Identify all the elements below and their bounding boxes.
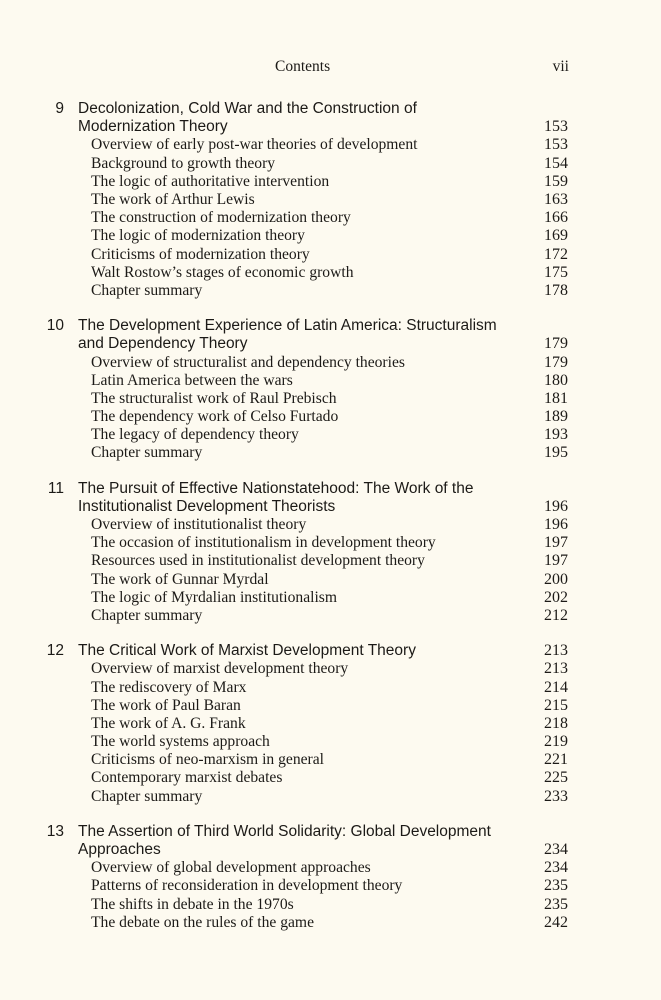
chapter-block: [0, 100, 661, 300]
toc-entry[interactable]: [0, 660, 661, 678]
toc-entry-page: 235: [544, 895, 568, 913]
toc-entry-page: 234: [544, 859, 568, 877]
toc-entry-page: 153: [544, 136, 568, 154]
toc-entry[interactable]: [0, 896, 661, 914]
toc-entry-title: The construction of modernization theory: [91, 209, 351, 227]
toc-entry-title: The legacy of dependency theory: [91, 426, 299, 444]
toc-entry-title: The logic of Myrdalian institutionalism: [91, 588, 337, 606]
toc-entry[interactable]: [0, 155, 661, 173]
toc-entry[interactable]: [0, 354, 661, 372]
toc-entry-title: Patterns of reconsideration in development theory: [91, 877, 403, 895]
chapter-block: [0, 317, 661, 463]
toc-entry-page: 235: [544, 877, 568, 895]
chapter-title: The Pursuit of Effective Nationstatehood: The Work of the Institutionalist Development Theorists: [78, 479, 474, 515]
toc-entry-page: 214: [544, 678, 568, 696]
chapter-page-number: 179: [544, 335, 568, 353]
toc-entry-title: The occasion of institutionalism in development theory: [91, 534, 436, 552]
chapter-block: [0, 480, 661, 626]
toc-entry[interactable]: [0, 246, 661, 264]
chapter-number: 9: [55, 100, 64, 117]
toc-entry[interactable]: [0, 390, 661, 408]
toc-entry-title: Contemporary marxist debates: [91, 769, 283, 787]
toc-entry[interactable]: [0, 697, 661, 715]
chapter-heading[interactable]: [0, 642, 661, 660]
toc-entry-page: 178: [544, 281, 568, 299]
page-folio: vii: [552, 58, 569, 75]
toc-entry[interactable]: [0, 426, 661, 444]
toc-entry-title: Chapter summary: [91, 787, 203, 805]
toc-entry-page: 202: [544, 588, 568, 606]
toc-entry-page: 197: [544, 552, 568, 570]
chapter-heading[interactable]: [0, 480, 661, 516]
toc-entry[interactable]: [0, 209, 661, 227]
chapter-block: [0, 823, 661, 932]
toc-entry-title: The logic of modernization theory: [91, 227, 305, 245]
toc-entry-title: Overview of global development approaches: [91, 859, 371, 877]
toc-entry[interactable]: [0, 227, 661, 245]
toc-entry[interactable]: [0, 552, 661, 570]
toc-entry-title: The debate on the rules of the game: [91, 913, 314, 931]
chapter-number: 13: [46, 822, 64, 840]
toc-entry-title: The world systems approach: [91, 733, 270, 751]
toc-entry[interactable]: [0, 444, 661, 462]
running-head: [0, 58, 661, 80]
toc-entry[interactable]: [0, 589, 661, 607]
toc-entry[interactable]: [0, 372, 661, 390]
toc-entry-page: 197: [544, 534, 568, 552]
toc-entry-title: The structuralist work of Raul Prebisch: [91, 389, 337, 407]
toc-entry-page: 181: [544, 389, 568, 407]
chapter-title: Decolonization, Cold War and the Construction of Modernization Theory: [78, 100, 417, 136]
toc-entry-title: The logic of authoritative intervention: [91, 172, 330, 190]
toc-entry[interactable]: [0, 679, 661, 697]
toc-entry-title: Chapter summary: [91, 606, 203, 624]
toc-entry-title: Resources used in institutionalist development theory: [91, 552, 425, 570]
toc-entry-title: Chapter summary: [91, 444, 203, 462]
toc-entry-title: Criticisms of modernization theory: [91, 245, 310, 263]
toc-entry[interactable]: [0, 571, 661, 589]
toc-entry-page: 193: [544, 426, 568, 444]
chapter-heading[interactable]: [0, 317, 661, 353]
toc-entry[interactable]: [0, 282, 661, 300]
toc-entry-page: 172: [544, 245, 568, 263]
toc-entry-page: 215: [544, 696, 568, 714]
toc-entry[interactable]: [0, 264, 661, 282]
chapter-number: 10: [46, 317, 64, 335]
chapter-block: [0, 642, 661, 806]
toc-entry-title: Overview of institutionalist theory: [91, 516, 307, 534]
toc-entry-page: 169: [544, 227, 568, 245]
chapter-number: 12: [46, 642, 64, 660]
toc-entry[interactable]: [0, 516, 661, 534]
toc-entry-title: The dependency work of Celso Furtado: [91, 408, 339, 426]
toc-entry-page: 175: [544, 263, 568, 281]
toc-entry[interactable]: [0, 715, 661, 733]
toc-entry-title: The work of Paul Baran: [91, 696, 241, 714]
toc-entry-page: 233: [544, 787, 568, 805]
chapter-title: The Critical Work of Marxist Development Theory: [78, 642, 416, 660]
toc-entry-title: The work of Gunnar Myrdal: [91, 570, 269, 588]
toc-entry-page: 196: [544, 516, 568, 534]
toc-entry-title: The work of A. G. Frank: [91, 714, 246, 732]
toc-entry-page: 154: [544, 154, 568, 172]
chapter-title: The Development Experience of Latin America: Structuralism and Dependency Theory: [78, 317, 497, 353]
toc-entry-title: Criticisms of neo-marxism in general: [91, 751, 324, 769]
toc-entry-title: Background to growth theory: [91, 154, 276, 172]
toc-entry[interactable]: [0, 136, 661, 154]
toc-entry-title: Chapter summary: [91, 281, 203, 299]
chapter-title: The Assertion of Third World Solidarity: Global Development Approaches: [78, 822, 491, 859]
toc-entry[interactable]: [0, 408, 661, 426]
toc-entry-page: 200: [544, 570, 568, 588]
toc-entry[interactable]: [0, 534, 661, 552]
toc-entry-page: 218: [544, 714, 568, 732]
toc-entry-page: 180: [544, 371, 568, 389]
toc-entry-title: Overview of structuralist and dependency theories: [91, 353, 405, 371]
chapter-page-number: 234: [544, 841, 568, 859]
toc-entry-page: 221: [544, 751, 568, 769]
toc-entry[interactable]: [0, 788, 661, 806]
toc-entry-page: 189: [544, 408, 568, 426]
table-of-contents: [0, 100, 661, 949]
toc-entry-page: 225: [544, 769, 568, 787]
chapter-page-number: 213: [544, 642, 568, 660]
toc-entry-page: 159: [544, 172, 568, 190]
toc-entry-page: 166: [544, 209, 568, 227]
toc-entry-title: The work of Arthur Lewis: [91, 190, 255, 208]
chapter-heading[interactable]: [0, 100, 661, 136]
toc-entry-page: 242: [544, 913, 568, 931]
toc-entry[interactable]: [0, 877, 661, 895]
toc-entry[interactable]: [0, 914, 661, 932]
toc-entry-title: Latin America between the wars: [91, 371, 293, 389]
toc-entry[interactable]: [0, 173, 661, 191]
running-head-title: Contents: [275, 58, 331, 75]
toc-entry[interactable]: [0, 607, 661, 625]
chapter-heading[interactable]: [0, 823, 661, 859]
toc-entry-title: Overview of marxist development theory: [91, 660, 349, 678]
toc-entry-title: Walt Rostow’s stages of economic growth: [91, 263, 354, 281]
toc-entry-page: 212: [544, 606, 568, 624]
chapter-page-number: 196: [544, 497, 568, 515]
toc-entry[interactable]: [0, 769, 661, 787]
toc-entry-page: 163: [544, 190, 568, 208]
toc-entry[interactable]: [0, 191, 661, 209]
toc-entry[interactable]: [0, 859, 661, 877]
toc-entry-page: 219: [544, 733, 568, 751]
toc-entry-title: The rediscovery of Marx: [91, 678, 247, 696]
toc-entry-page: 195: [544, 444, 568, 462]
toc-entry-page: 179: [544, 353, 568, 371]
toc-entry[interactable]: [0, 751, 661, 769]
toc-entry[interactable]: [0, 733, 661, 751]
toc-entry-page: 213: [544, 660, 568, 678]
chapter-page-number: 153: [544, 118, 568, 136]
chapter-number: 11: [47, 479, 64, 497]
toc-entry-title: The shifts in debate in the 1970s: [91, 895, 294, 913]
toc-entry-title: Overview of early post-war theories of development: [91, 136, 418, 154]
